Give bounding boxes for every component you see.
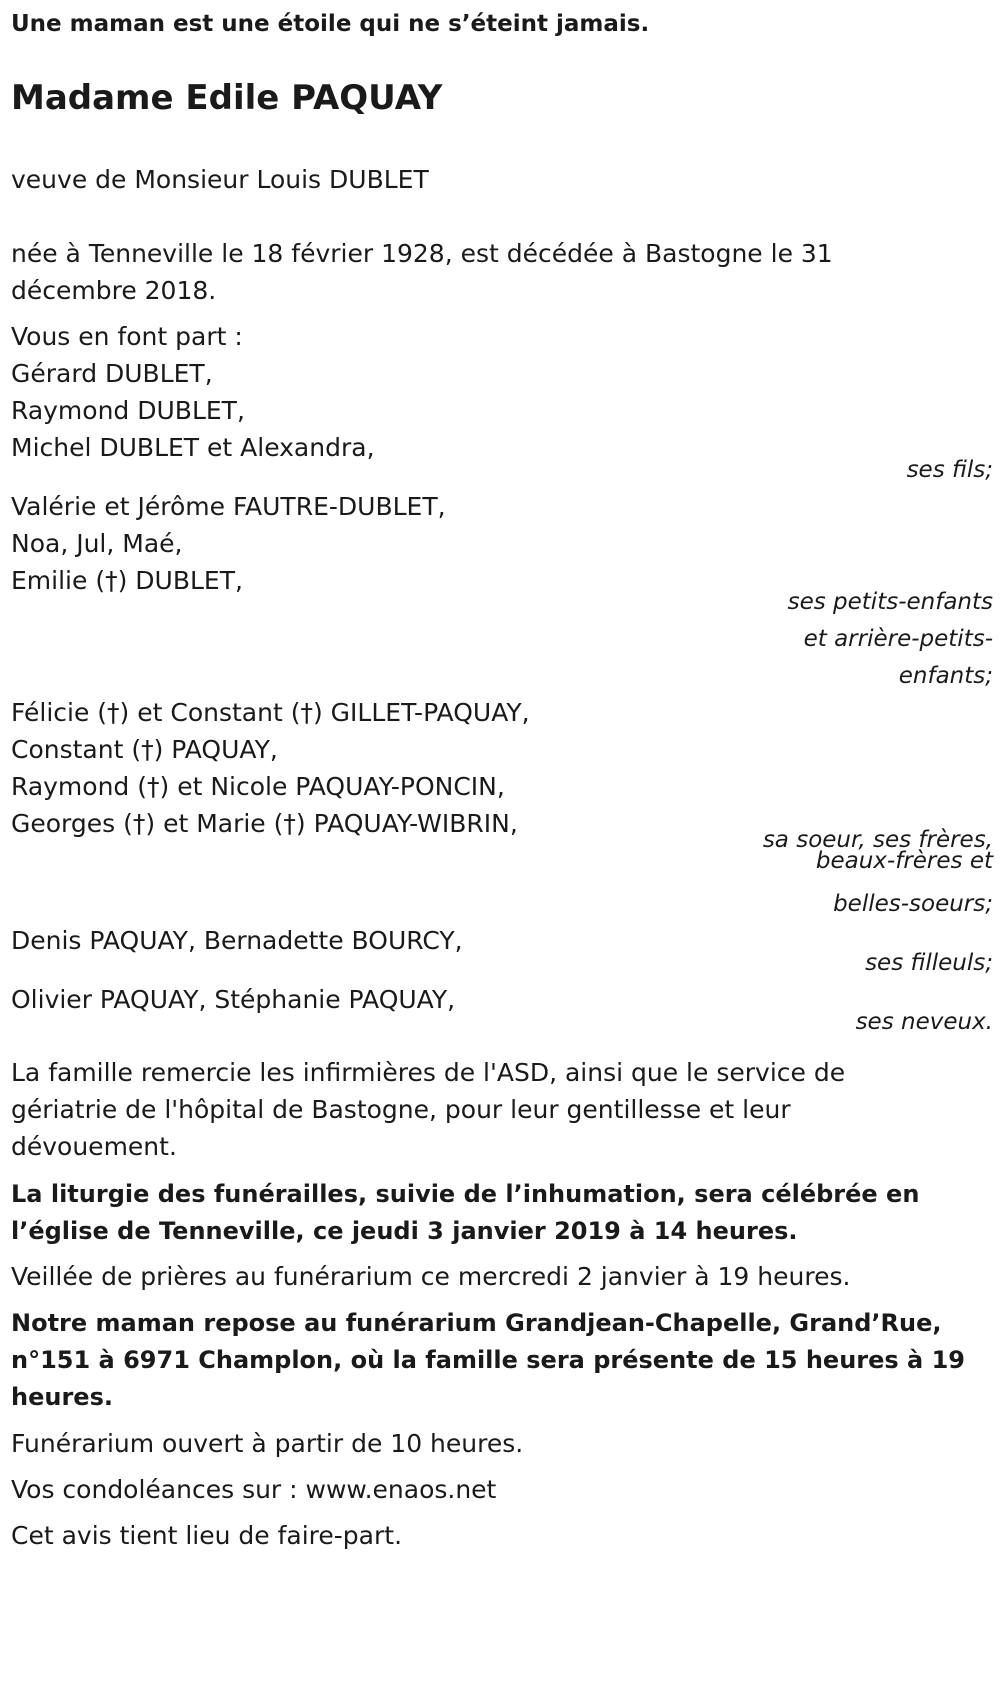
- relation-label: belles-soeurs;: [833, 891, 993, 917]
- family-name: Michel DUBLET et Alexandra,: [11, 433, 375, 462]
- vigil-line: Veillée de prières au funérarium ce mercredi 2 janvier à 19 heures.: [11, 1262, 851, 1291]
- spouse-line: veuve de Monsieur Louis DUBLET: [11, 165, 429, 194]
- birth-death-line: décembre 2018.: [11, 276, 217, 305]
- notice-line: Cet avis tient lieu de faire-part.: [11, 1521, 403, 1550]
- relation-label: sa soeur, ses frères,: [762, 827, 993, 853]
- repose-line: Notre maman repose au funérarium Grandjean-Chapelle, Grand’Rue,: [11, 1309, 942, 1337]
- family-name: Emilie (†) DUBLET,: [11, 566, 243, 595]
- family-name: Georges (†) et Marie (†) PAQUAY-WIBRIN,: [11, 809, 518, 838]
- liturgy-line: La liturgie des funérailles, suivie de l’inhumation, sera célébrée en: [11, 1180, 920, 1208]
- relation-label: enfants;: [898, 663, 993, 689]
- repose-line: heures.: [11, 1383, 113, 1411]
- thanks-line: dévouement.: [11, 1132, 177, 1161]
- relation-label: et arrière-petits-: [803, 626, 993, 652]
- family-name: Raymond DUBLET,: [11, 396, 245, 425]
- quote: Une maman est une étoile qui ne s’éteint jamais.: [11, 11, 650, 37]
- relation-label: ses neveux.: [855, 1009, 993, 1035]
- family-name: Noa, Jul, Maé,: [11, 529, 183, 558]
- family-name: Constant (†) PAQUAY,: [11, 735, 278, 764]
- relation-label: ses filleuls;: [865, 950, 993, 976]
- family-name: Raymond (†) et Nicole PAQUAY-PONCIN,: [11, 772, 505, 801]
- relation-label: ses petits-enfants: [787, 589, 993, 615]
- family-name: Valérie et Jérôme FAUTRE-DUBLET,: [11, 492, 446, 521]
- family-name: Félicie (†) et Constant (†) GILLET-PAQUAY,: [11, 698, 530, 727]
- family-name: Denis PAQUAY, Bernadette BOURCY,: [11, 926, 463, 955]
- birth-death-line: née à Tenneville le 18 février 1928, est décédée à Bastogne le 31: [11, 239, 833, 268]
- liturgy-line: l’église de Tenneville, ce jeudi 3 janvier 2019 à 14 heures.: [11, 1217, 798, 1245]
- repose-line: n°151 à 6971 Champlon, où la famille sera présente de 15 heures à 19: [11, 1346, 965, 1374]
- thanks-line: gériatrie de l'hôpital de Bastogne, pour leur gentillesse et leur: [11, 1095, 791, 1124]
- family-name: Gérard DUBLET,: [11, 359, 213, 388]
- thanks-line: La famille remercie les infirmières de l'ASD, ainsi que le service de: [11, 1058, 846, 1087]
- condolences-line: Vos condoléances sur : www.enaos.net: [11, 1475, 497, 1504]
- deceased-name: Madame Edile PAQUAY: [11, 78, 443, 118]
- relation-label: ses fils;: [906, 457, 993, 483]
- family-name: Olivier PAQUAY, Stéphanie PAQUAY,: [11, 985, 456, 1014]
- opening-line: Funérarium ouvert à partir de 10 heures.: [11, 1429, 524, 1458]
- announce-label: Vous en font part :: [11, 322, 243, 351]
- relation-label: beaux-frères et: [815, 848, 993, 874]
